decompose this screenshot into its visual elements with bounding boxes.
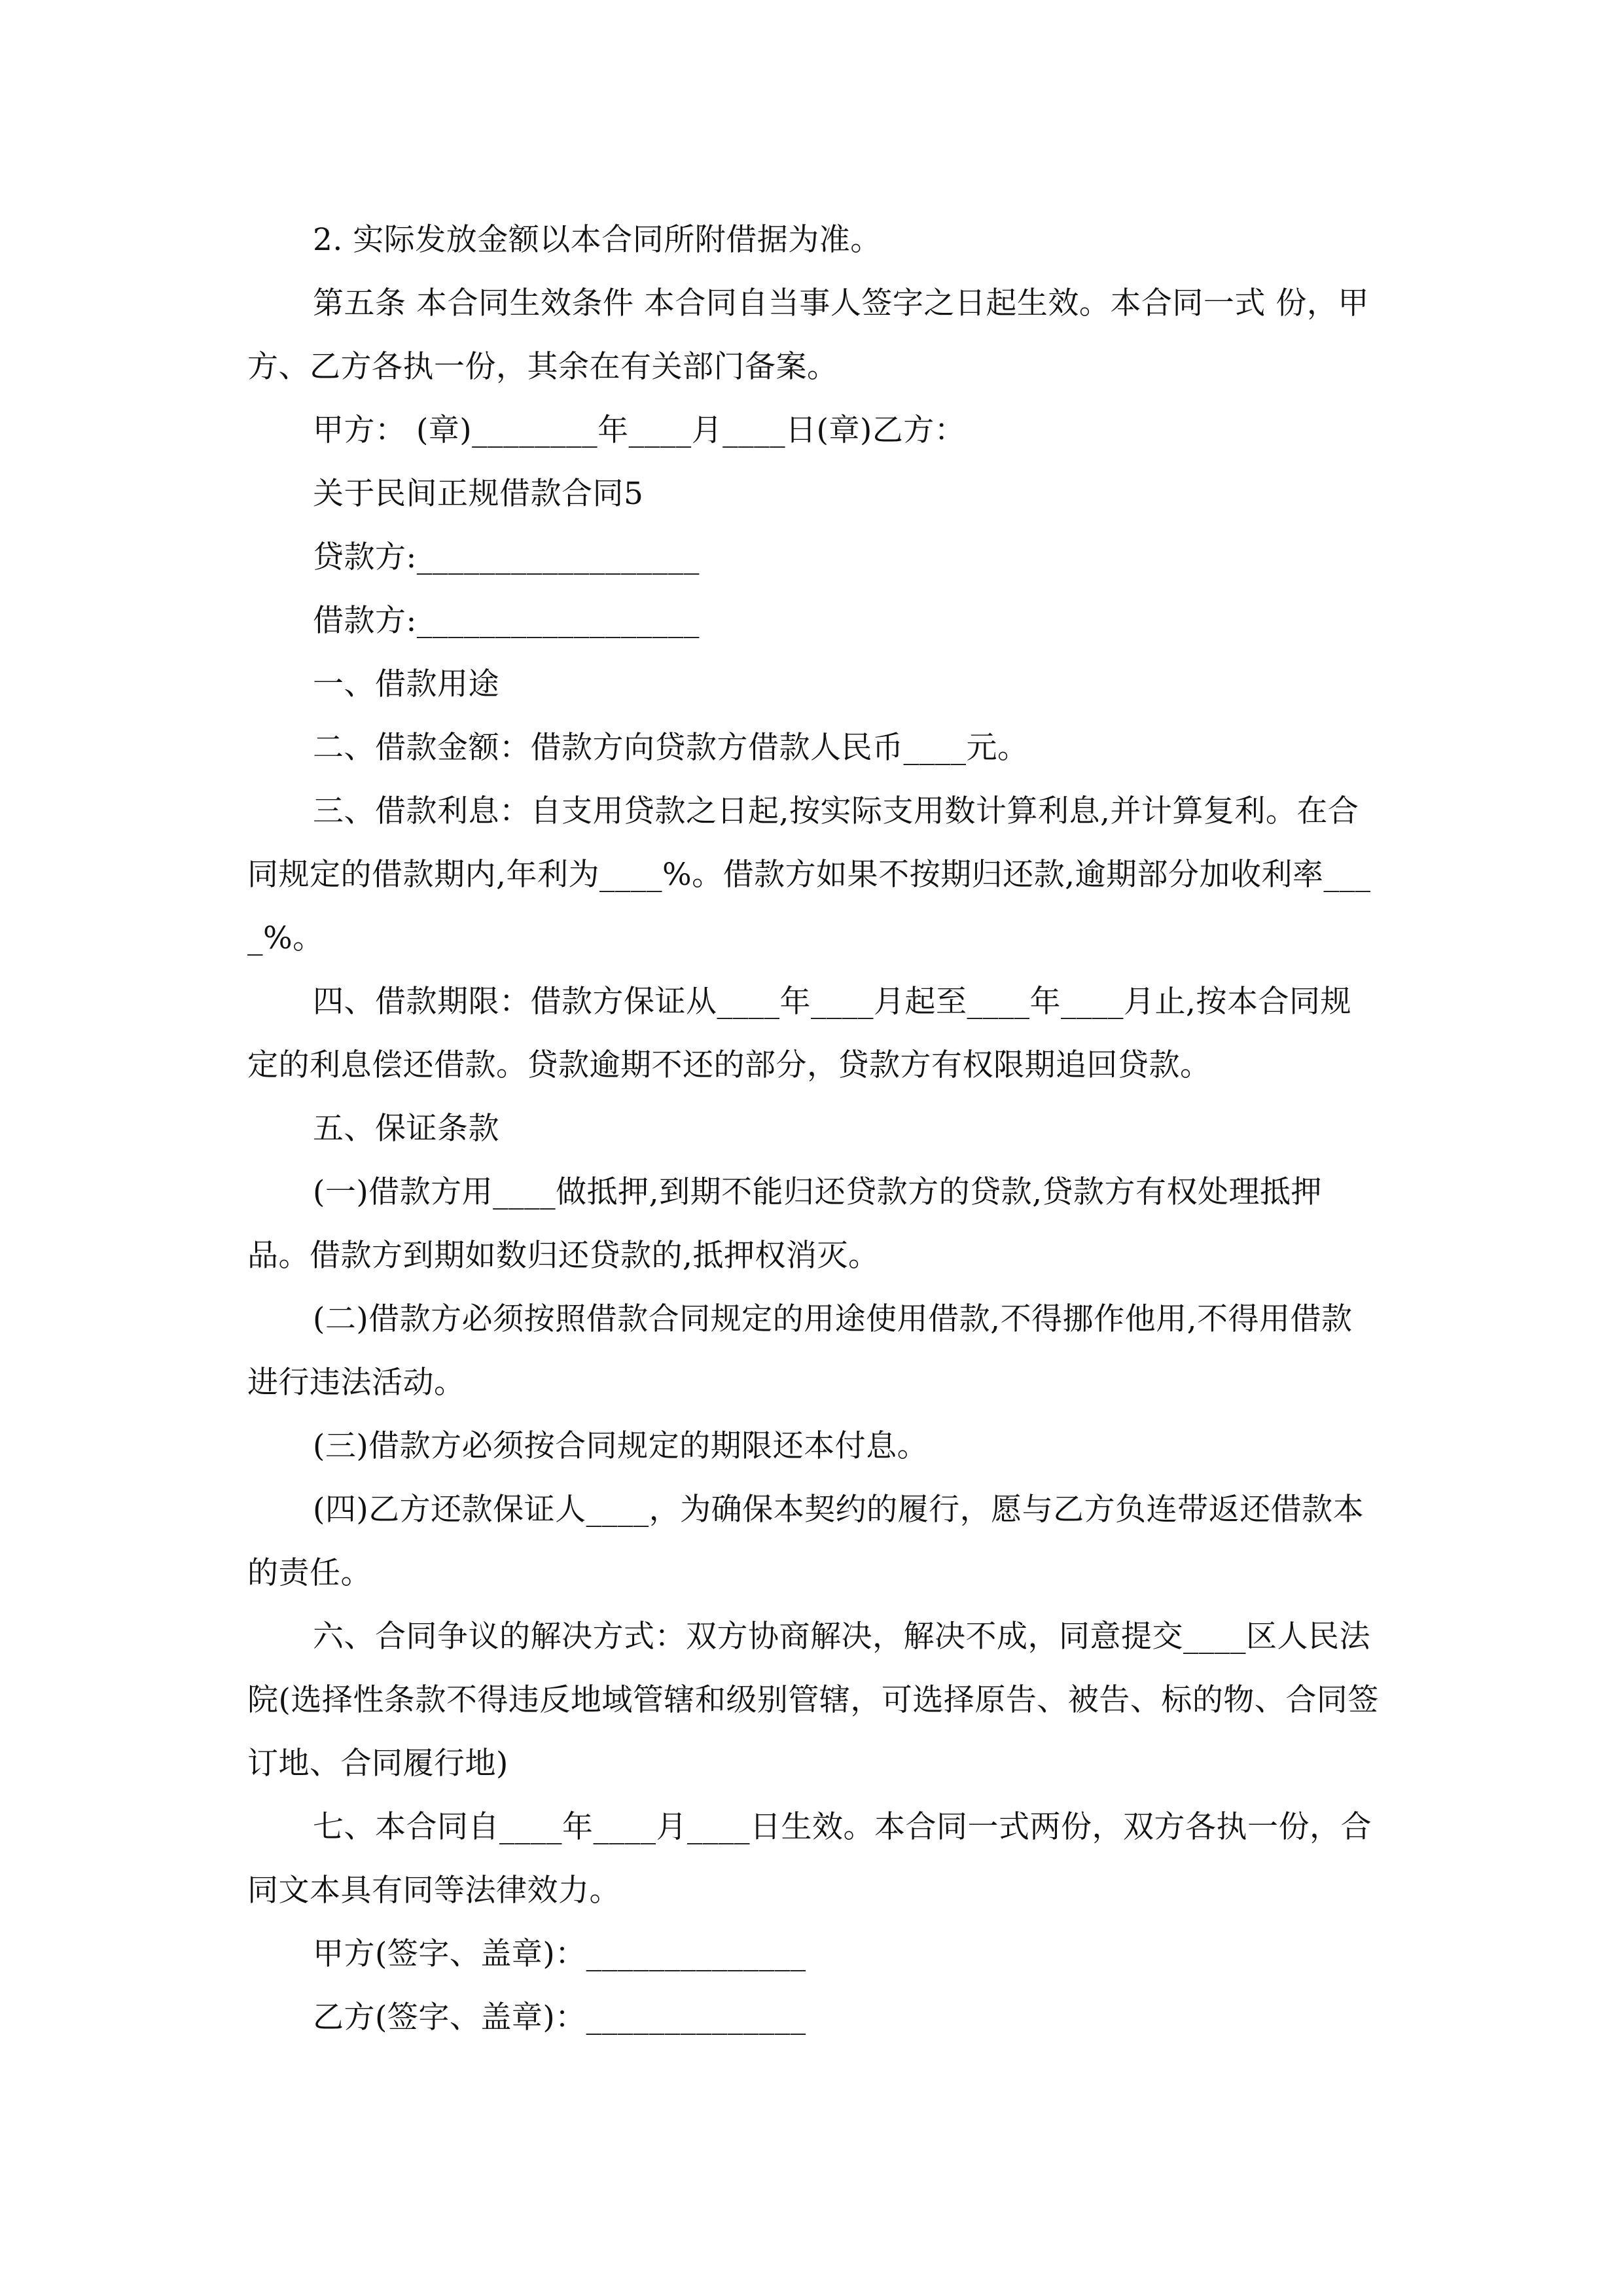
paragraph-lender: 贷款方:__________________ [313, 539, 700, 575]
paragraph-term: 四、借款期限：借款方保证从____年____月起至____年____月止,按本合同规定的利息偿还借款。贷款逾期不还的部分，贷款方有权限期追回贷款。 [247, 984, 1351, 1083]
paragraph-effective-conditions: 第五条 本合同生效条件 本合同自当事人签字之日起生效。本合同一式 份，甲方、乙方各执一份，其余在有关部门备案。 [247, 285, 1369, 385]
paragraph-guarantee-2: (二)借款方必须按照借款合同规定的用途使用借款,不得挪作他用,不得用借款进行违法活动。 [247, 1301, 1353, 1401]
paragraph-contract-title: 关于民间正规借款合同5 [313, 476, 644, 512]
paragraph-amount: 二、借款金额：借款方向贷款方借款人民币____元。 [313, 730, 1029, 766]
paragraph-signature-line: 甲方： (章)________年____月____日(章)乙方： [313, 412, 966, 448]
paragraph-guarantee-1: (一)借款方用____做抵押,到期不能归还贷款方的贷款,贷款方有权处理抵押品。借款方到期如数归还贷款的,抵押权消灭。 [247, 1174, 1323, 1274]
document-body [247, 208, 1380, 2049]
paragraph-effective-date: 七、本合同自____年____月____日生效。本合同一式两份，双方各执一份，合同文本具有同等法律效力。 [247, 1809, 1372, 1909]
paragraph-borrower: 借款方:__________________ [313, 603, 700, 639]
paragraph-party-b-signature: 乙方(签字、盖章)：______________ [313, 2000, 806, 2036]
paragraph-party-a-signature: 甲方(签字、盖章)：______________ [313, 1936, 806, 1972]
paragraph-interest: 三、借款利息：自支用贷款之日起,按实际支用数计算利息,并计算复利。在合同规定的借款期内,年利为____%。借款方如果不按期归还款,逾期部分加收利率____%。 [247, 793, 1371, 956]
paragraph-guarantee-heading: 五、保证条款 [313, 1111, 499, 1147]
paragraph-loan-amount-note: 2. 实际发放金额以本合同所附借据为准。 [313, 222, 882, 258]
paragraph-purpose: 一、借款用途 [313, 666, 499, 702]
paragraph-dispute: 六、合同争议的解决方式：双方协商解决，解决不成，同意提交____区人民法院(选择性条款不得违反地域管辖和级别管辖，可选择原告、被告、标的物、合同签订地、合同履行地) [247, 1619, 1379, 1782]
paragraph-guarantee-3: (三)借款方必须按合同规定的期限还本付息。 [313, 1428, 929, 1464]
paragraph-guarantee-4: (四)乙方还款保证人____，为确保本契约的履行，愿与乙方负连带返还借款本的责任。 [247, 1492, 1364, 1591]
